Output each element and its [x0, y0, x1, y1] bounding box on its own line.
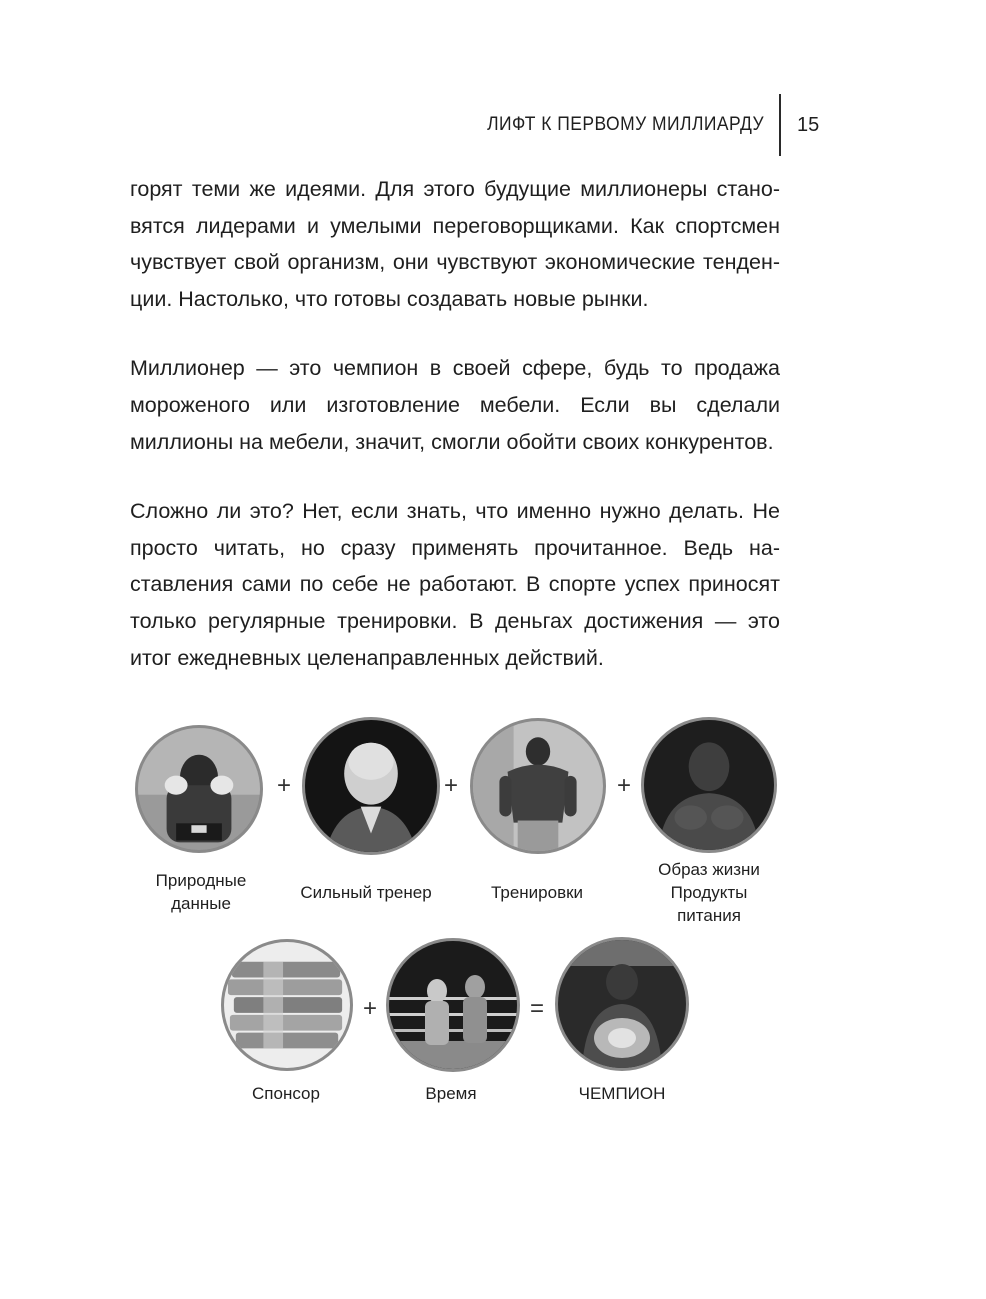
boxing-ring-photo [386, 938, 520, 1072]
champion-belt-photo [555, 937, 689, 1071]
plus-sign: + [362, 995, 377, 1022]
boxer-training-photo [470, 718, 606, 854]
caption: Тренировки [490, 883, 584, 902]
caption: Сильный тренер [300, 883, 432, 902]
running-title: ЛИФТ К ПЕРВОМУ МИЛЛИАРДУ [487, 114, 764, 135]
body-text [130, 171, 780, 709]
paragraph: Миллионер — это чемпион в своей сфере, будь то продажа мороженого или изготовление мебели. Если вы сделали миллионы на мебели, значит, смогли обойти своих конкурентов. [130, 356, 780, 454]
caption: Время [425, 1084, 477, 1103]
plus-sign: + [443, 772, 458, 799]
boxer-guard-photo [135, 725, 263, 853]
paragraph: Сложно ли это? Нет, если знать, что именно нужно делать. Не просто читать, но сразу применять прочитанное. Ведь наставления сами по себе не работают. В спорте успех приносят только регулярные тренировки. В деньгах достижения — это итог ежедневных целенаправленных действий. [130, 499, 780, 670]
paragraph: горят теми же идеями. Для этого будущие миллионеры становятся лидерами и умелыми переговорщиками. Как спортсмен чувствует свой организм, они чувствуют экономические тенденции. Настолько, что готовы создавать новые рынки. [130, 177, 780, 311]
caption: Образ жизни Продукты питания [658, 860, 760, 925]
plus-sign: + [616, 772, 631, 799]
caption: Спонсор [252, 1084, 320, 1103]
boxer-portrait-photo [641, 717, 777, 853]
coach-portrait-photo [302, 717, 440, 855]
header-divider [779, 94, 781, 156]
money-stack-photo [221, 939, 353, 1071]
plus-sign: + [276, 772, 291, 799]
caption: ЧЕМПИОН [578, 1084, 666, 1103]
page-number: 15 [797, 114, 820, 136]
caption: Природные данные [155, 871, 247, 913]
equals-sign: = [529, 995, 544, 1022]
